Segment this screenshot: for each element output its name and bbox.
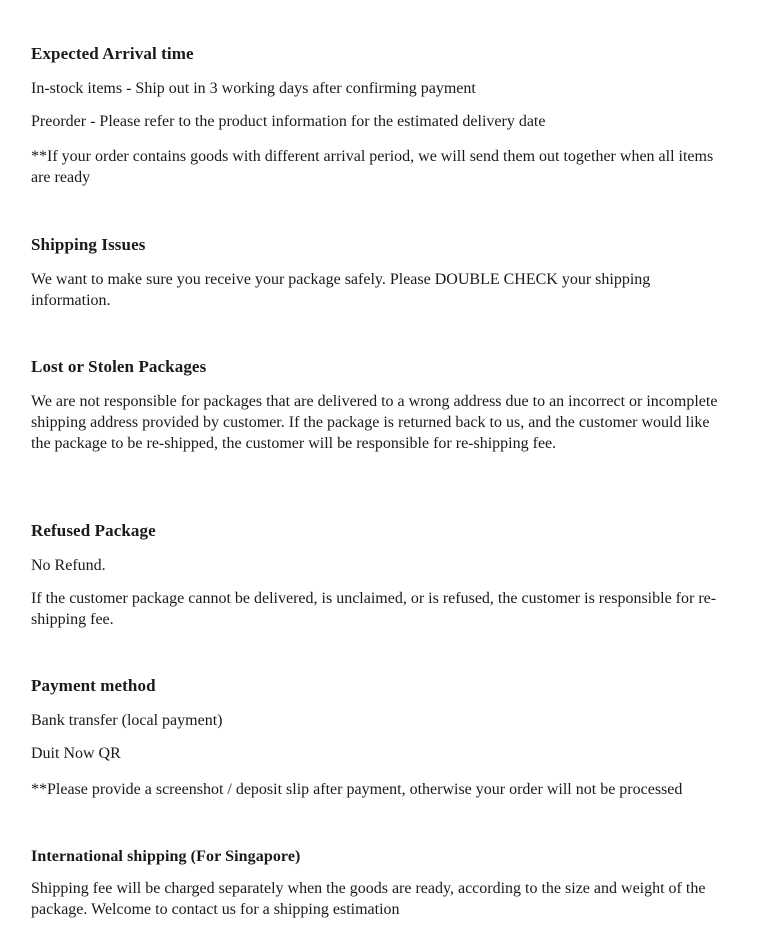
paragraph-bank-transfer: Bank transfer (local payment) <box>31 712 223 729</box>
paragraph-shipping-issues: We want to make sure you receive your package safely. Please DOUBLE CHECK your shipping information. <box>31 271 651 309</box>
paragraph-no-refund: No Refund. <box>31 557 106 574</box>
paragraph-preorder: Preorder - Please refer to the product information for the estimated delivery date <box>31 113 546 130</box>
paragraph-refused-details: If the customer package cannot be delivered, is unclaimed, or is refused, the customer is responsible for re-shipping fee. <box>31 590 717 628</box>
section-heading-lost-stolen: Lost or Stolen Packages <box>31 357 207 376</box>
section-heading-refused-package: Refused Package <box>31 521 156 540</box>
paragraph-duit-now-qr: Duit Now QR <box>31 745 121 762</box>
paragraph-arrival-note: **If your order contains goods with different arrival period, we will send them out together when all items are ready <box>31 148 714 186</box>
section-heading-expected-arrival: Expected Arrival time <box>31 44 194 63</box>
paragraph-in-stock-items: In-stock items - Ship out in 3 working days after confirming payment <box>31 80 476 97</box>
section-heading-shipping-issues: Shipping Issues <box>31 235 146 254</box>
section-heading-international-shipping: International shipping (For Singapore) <box>31 848 301 865</box>
section-heading-payment-method: Payment method <box>31 676 156 695</box>
paragraph-international-shipping: Shipping fee will be charged separately when the goods are ready, according to the size and weight of the package. Welcome to contact us for a shipping estimation <box>31 880 706 918</box>
paragraph-payment-note: **Please provide a screenshot / deposit slip after payment, otherwise your order will not be processed <box>31 781 683 798</box>
paragraph-lost-stolen: We are not responsible for packages that are delivered to a wrong address due to an incorrect or incomplete shipping address provided by customer. If the package is returned back to us, and the customer would like the package to be re-shipped, the customer will be responsible for re-shipping fee. <box>31 393 718 452</box>
